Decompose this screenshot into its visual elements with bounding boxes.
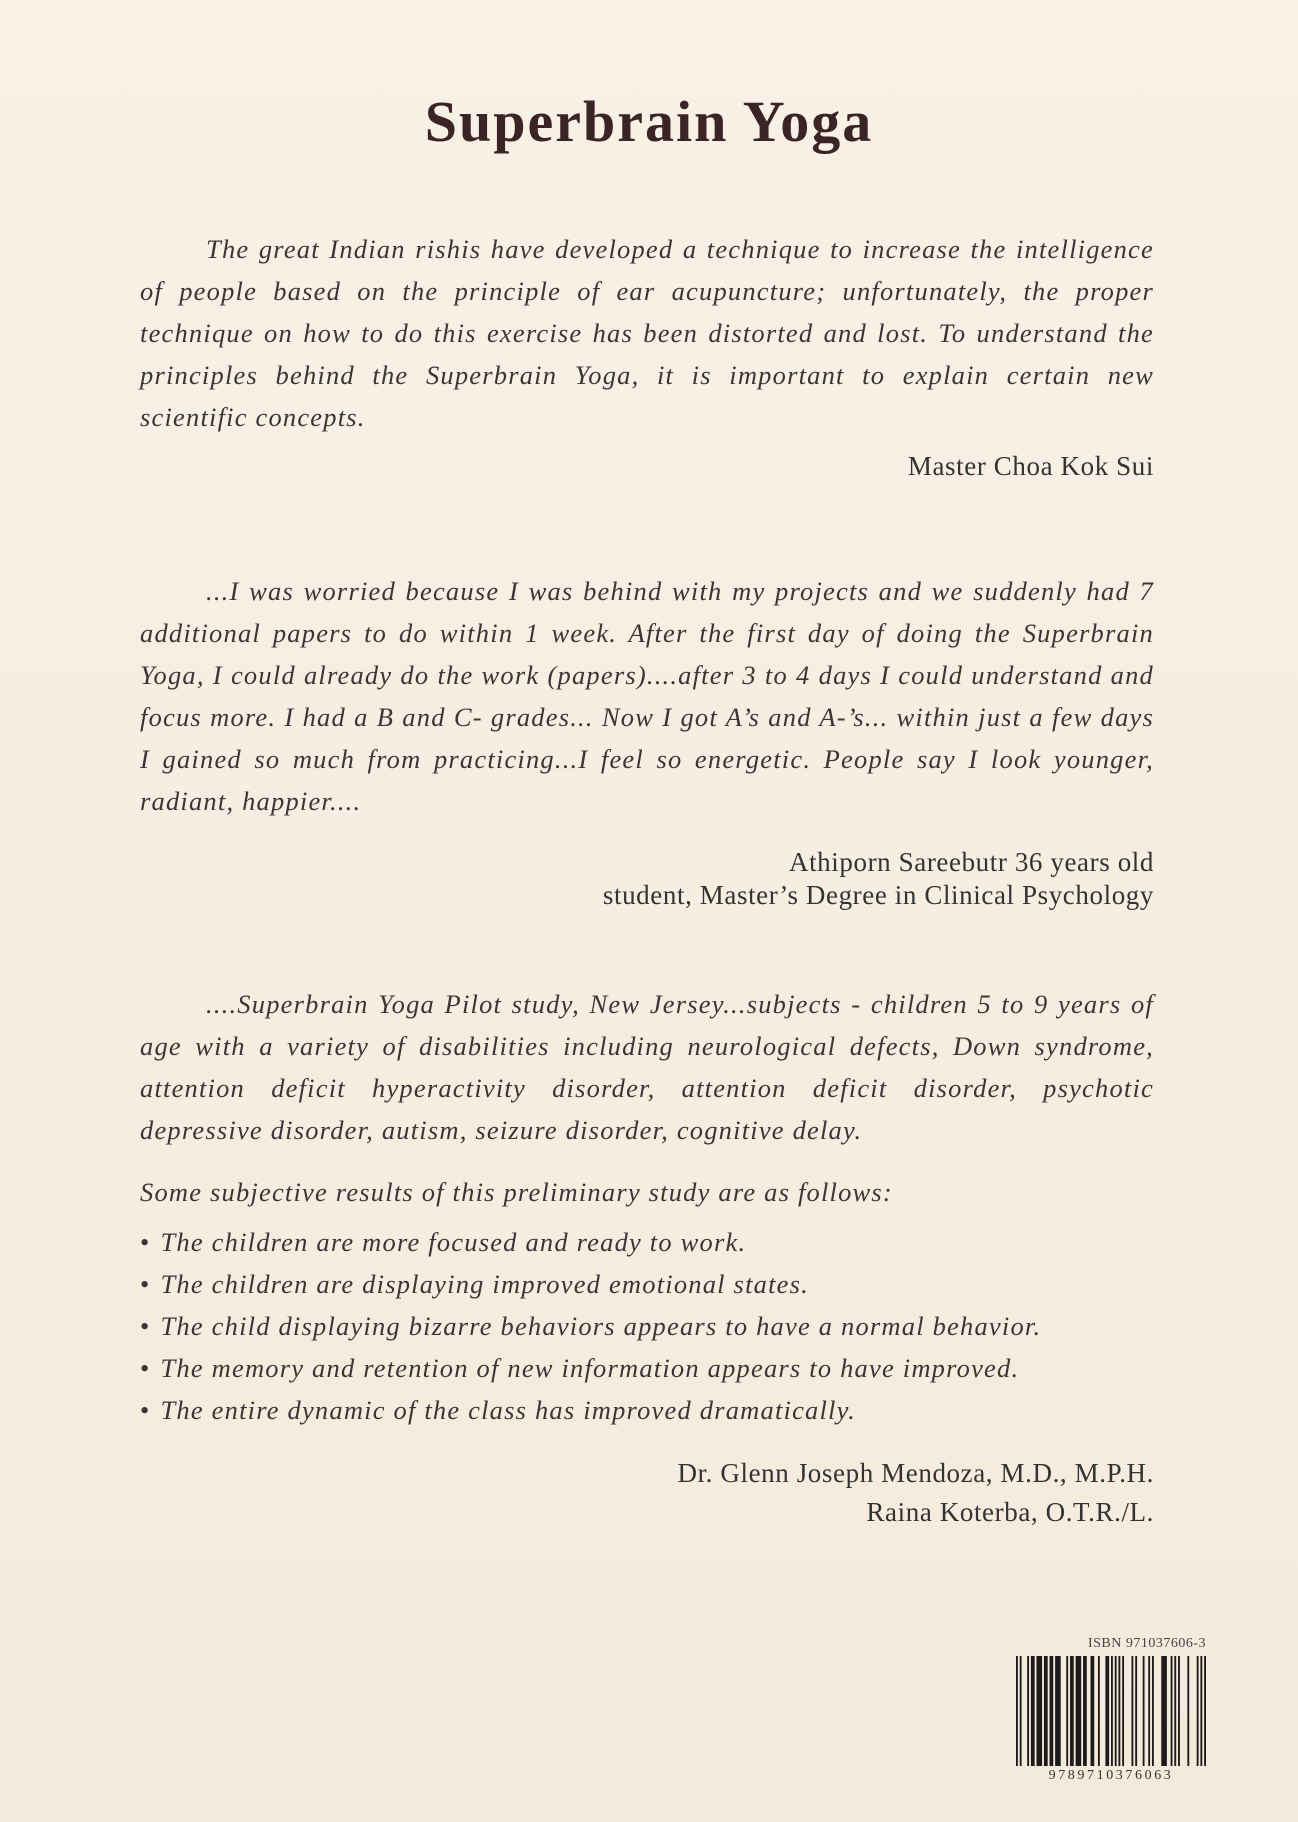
barcode-bar — [1036, 1656, 1042, 1766]
barcode-bar — [1083, 1656, 1087, 1766]
barcode-bar — [1020, 1656, 1022, 1766]
list-item: • The child displaying bizarre behaviors appears to have a normal behavior. — [140, 1311, 1042, 1341]
barcode-bar — [1027, 1656, 1029, 1766]
barcode-bar — [1098, 1656, 1100, 1766]
quote-text: The great Indian rishis have developed a technique to increase the intelligence of people based on the principle of ear acupuncture; unfortunately, the proper technique on how to do this exercise has been distorted and lost. To understand the principles behind the Superbrain Yoga, it is important to explain certain new scientific concepts. — [140, 234, 1154, 432]
barcode-bar — [1187, 1656, 1189, 1766]
barcode-bar — [1066, 1656, 1068, 1766]
quote-block-2 — [140, 570, 1154, 912]
barcode-bar — [1204, 1656, 1206, 1766]
barcode-bar — [1131, 1656, 1133, 1766]
study-text: ....Superbrain Yoga Pilot study, New Jersey...subjects - children 5 to 9 years of age with a variety of disabilities including neurological defects, Down syndrome, attention deficit hyperactivity disorder, attention deficit disorder, psychotic depressive disorder, autism, seizure disorder, cognitive delay. — [140, 989, 1154, 1145]
list-item: • The entire dynamic of the class has improved dramatically. — [140, 1395, 856, 1425]
page-title: Superbrain Yoga — [424, 89, 874, 154]
barcode-bar — [1118, 1656, 1120, 1766]
list-item: • The children are more focused and ready to work. — [140, 1227, 747, 1257]
study-author-2: Raina Koterba, O.T.R./L. — [866, 1497, 1154, 1527]
barcode-bar — [1197, 1656, 1199, 1766]
barcode-bar — [1044, 1656, 1048, 1766]
bullet-icon: • — [140, 1353, 151, 1383]
barcode-bar — [1200, 1656, 1202, 1766]
barcode-bar — [1105, 1656, 1109, 1766]
barcode-bar — [1178, 1656, 1180, 1766]
barcode — [1016, 1656, 1206, 1766]
study-block — [140, 983, 1154, 1529]
barcode-bar — [1171, 1656, 1173, 1766]
list-item: • The children are displaying improved emotional states. — [140, 1269, 809, 1299]
barcode-bar — [1135, 1656, 1137, 1766]
barcode-bar — [1091, 1656, 1095, 1766]
bullet-icon: • — [140, 1311, 151, 1341]
barcode-bar — [1070, 1656, 1074, 1766]
isbn-label: ISBN 971037606-3 — [1087, 1636, 1206, 1651]
barcode-bar — [1115, 1656, 1117, 1766]
barcode-digits: 9789710376063 — [1048, 1768, 1174, 1783]
quote-block-1 — [140, 228, 1154, 483]
barcode-bar — [1016, 1656, 1018, 1766]
barcode-bar — [1161, 1656, 1167, 1766]
barcode-bar — [1143, 1656, 1145, 1766]
study-author-1: Dr. Glenn Joseph Mendoza, M.D., M.P.H. — [677, 1458, 1154, 1488]
results-list — [140, 1221, 1154, 1431]
barcode-bar — [1050, 1656, 1054, 1766]
barcode-bar — [1148, 1656, 1150, 1766]
testimonial-author-title: student, Master’s Degree in Clinical Psychology — [602, 880, 1154, 910]
quote-author: Master Choa Kok Sui — [907, 451, 1154, 481]
bullet-icon: • — [140, 1269, 151, 1299]
barcode-bar — [1152, 1656, 1154, 1766]
study-intro: Some subjective results of this preliminary study are as follows: — [140, 1177, 893, 1207]
bullet-icon: • — [140, 1227, 151, 1257]
testimonial-text: ...I was worried because I was behind with my projects and we suddenly had 7 additional papers to do within 1 week. After the first day of doing the Superbrain Yoga, I could already do the work (papers)....after 3 to 4 days I could understand and focus more. I had a B and C- grades... Now I got A’s and A-’s... within just a few days I gained so much from practicing...I feel so energetic. People say I look younger, radiant, happier.... — [140, 576, 1154, 816]
barcode-bar — [1174, 1656, 1176, 1766]
barcode-bar — [1031, 1656, 1035, 1766]
barcode-bar — [1076, 1656, 1082, 1766]
barcode-bar — [1122, 1656, 1124, 1766]
list-item: • The memory and retention of new information appears to have improved. — [140, 1353, 1020, 1383]
testimonial-author: Athiporn Sareebutr 36 years old — [788, 847, 1154, 877]
bullet-icon: • — [140, 1395, 151, 1425]
barcode-bar — [1055, 1656, 1061, 1766]
barcode-bar — [1111, 1656, 1113, 1766]
